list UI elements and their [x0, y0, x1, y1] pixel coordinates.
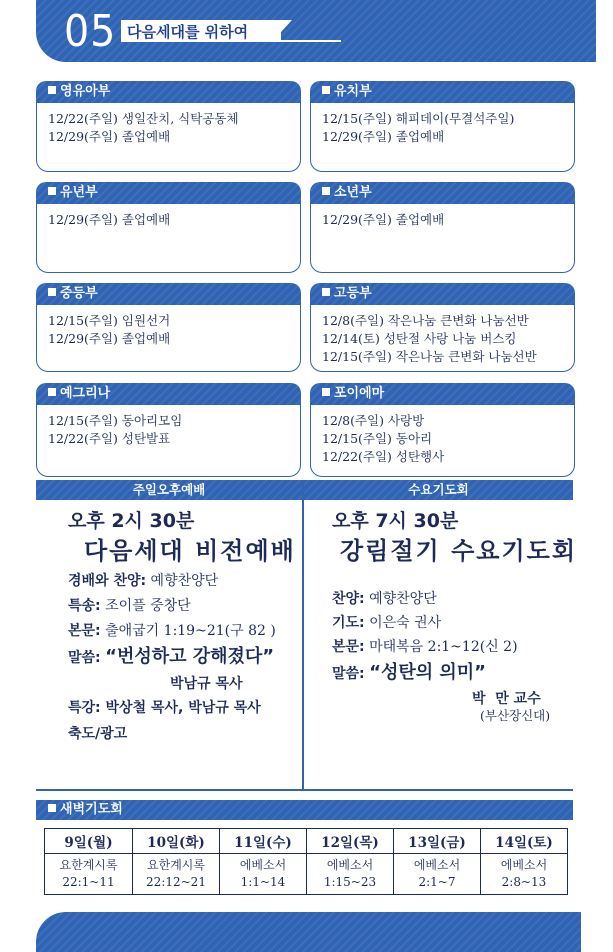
dept-title: 영유아부	[36, 81, 301, 103]
passage-cell: 에베소서 1:1~14	[220, 854, 307, 895]
section-number: 05	[64, 6, 117, 57]
day-cell: 14일(토)	[481, 829, 568, 854]
footer-banner	[36, 912, 581, 952]
square-icon	[48, 86, 56, 94]
passage-cell: 에베소서 1:15~23	[307, 854, 394, 895]
sunday-praise: 경배와 찬양: 예향찬양단	[68, 573, 219, 589]
dept-box-poiema	[310, 383, 575, 477]
passage-cell: 에베소서 2:1~7	[394, 854, 481, 895]
square-icon	[48, 388, 56, 396]
dept-box-infant	[36, 81, 301, 172]
passage-cell: 요한계시록 22:1~11	[45, 854, 133, 895]
dept-box-high	[310, 283, 575, 372]
dept-line: 12/8(주일) 사랑방	[322, 413, 425, 428]
wednesday-preacher: 박 만 교수	[472, 691, 541, 707]
sunday-time: 오후 2시 30분	[68, 510, 195, 532]
dept-title: 유년부	[36, 182, 301, 204]
wednesday-message: 말씀: “성탄의 의미”	[332, 662, 486, 683]
wednesday-service-title: 강림절기 수요기도회	[340, 537, 578, 565]
wednesday-scripture: 본문: 마태복음 2:1~12(신 2)	[332, 639, 518, 655]
wednesday-time: 오후 7시 30분	[332, 510, 459, 532]
sunday-message: 말씀: “번성하고 강해졌다”	[68, 646, 275, 667]
dept-box-yegrina	[36, 383, 301, 477]
dept-line: 12/29(주일) 졸업예배	[48, 129, 171, 144]
passage-cell: 에베소서 2:8~13	[481, 854, 568, 895]
dept-box-kindergarten	[310, 81, 575, 172]
wednesday-affiliation: (부산장신대)	[480, 708, 551, 723]
day-cell: 9일(월)	[45, 829, 133, 854]
dawn-title: 새벽기도회	[48, 800, 123, 820]
square-icon	[322, 86, 330, 94]
sunday-preacher: 박남규 목사	[170, 676, 243, 692]
dept-line: 12/29(주일) 졸업예배	[322, 129, 445, 144]
sunday-lecture: 특강: 박상철 목사, 박남규 목사	[68, 700, 261, 716]
table-row	[45, 829, 568, 854]
day-cell: 10일(화)	[133, 829, 220, 854]
square-icon	[48, 187, 56, 195]
square-icon	[322, 187, 330, 195]
square-icon	[48, 804, 56, 812]
dept-line: 12/29(주일) 졸업예배	[48, 331, 171, 346]
dept-line: 12/15(주일) 해피데이(무결석주일)	[322, 111, 515, 126]
wednesday-praise: 찬양: 예향찬양단	[332, 591, 437, 607]
dept-line: 12/8(주일) 작은나눔 큰변화 나눔선반	[322, 313, 529, 328]
dept-title: 중등부	[36, 283, 301, 305]
column-divider	[302, 480, 304, 790]
sunday-header: 주일오후예배	[132, 482, 206, 497]
dept-box-middle	[36, 283, 301, 372]
square-icon	[322, 288, 330, 296]
square-icon	[322, 388, 330, 396]
wednesday-header: 수요기도회	[408, 482, 469, 497]
dept-line: 12/29(주일) 졸업예배	[48, 212, 171, 227]
dept-line: 12/15(주일) 작은나눔 큰변화 나눔선반	[322, 349, 537, 364]
dept-line: 12/15(주일) 동아리	[322, 431, 433, 446]
section-title: 다음세대를 위하여	[127, 23, 249, 41]
dept-line: 12/22(주일) 성탄행사	[322, 449, 445, 464]
dept-box-junior	[310, 182, 575, 273]
dept-box-primary	[36, 182, 301, 273]
sunday-special-song: 특송: 조이플 중창단	[68, 598, 191, 614]
passage-cell: 요한계시록 22:12~21	[133, 854, 220, 895]
section-banner	[36, 0, 596, 62]
day-cell: 12일(목)	[307, 829, 394, 854]
table-row	[45, 854, 568, 895]
dept-line: 12/22(주일) 성탄발표	[48, 431, 171, 446]
day-cell: 13일(금)	[394, 829, 481, 854]
dept-line: 12/15(주일) 임원선거	[48, 313, 171, 328]
dept-title: 예그리나	[36, 383, 301, 405]
dawn-schedule-table	[44, 828, 568, 895]
dept-line: 12/29(주일) 졸업예배	[322, 212, 445, 227]
section-divider	[36, 789, 573, 791]
dept-line: 12/14(토) 성탄절 사랑 나눔 버스킹	[322, 331, 517, 346]
dept-title: 소년부	[310, 182, 575, 204]
sunday-service-title: 다음세대 비전예배	[84, 537, 296, 565]
square-icon	[48, 288, 56, 296]
dept-line: 12/15(주일) 동아리모임	[48, 413, 183, 428]
sunday-blessing: 축도/광고	[68, 726, 128, 742]
dept-title: 고등부	[310, 283, 575, 305]
wednesday-prayer: 기도: 이은숙 권사	[332, 615, 442, 631]
sunday-scripture: 본문: 출애굽기 1:19~21(구 82 )	[68, 623, 276, 639]
dept-title: 포이에마	[310, 383, 575, 405]
day-cell: 11일(수)	[220, 829, 307, 854]
dept-line: 12/22(주일) 생일잔치, 식탁공동체	[48, 111, 239, 126]
dept-title: 유치부	[310, 81, 575, 103]
